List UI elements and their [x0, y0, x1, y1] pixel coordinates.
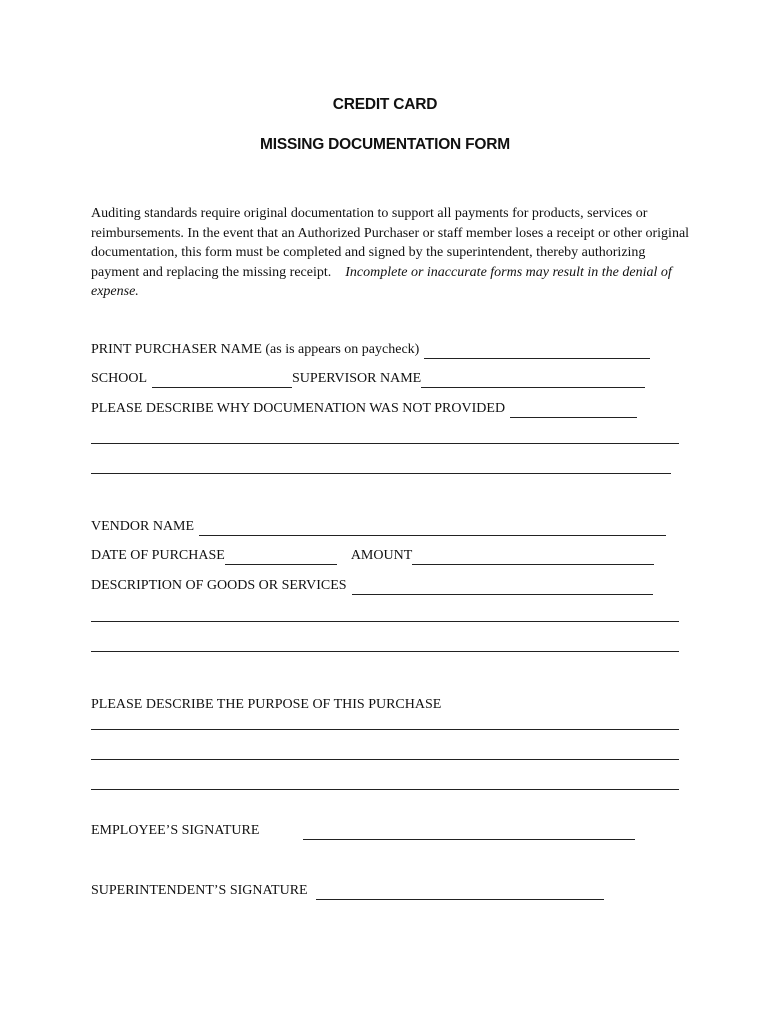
description-line-1[interactable]: [91, 621, 679, 622]
date-field[interactable]: [225, 550, 337, 565]
reason-label: PLEASE DESCRIBE WHY DOCUMENATION WAS NOT PROVIDED: [91, 401, 506, 416]
employee-signature-row: [91, 822, 635, 840]
purchaser-name-row: [91, 341, 650, 359]
reason-field[interactable]: [510, 403, 637, 418]
purpose-line-2[interactable]: [91, 759, 679, 760]
intro-warning: Incomplete or inaccurate forms may result in the denial of expense.: [91, 264, 672, 299]
intro-paragraph: [91, 204, 691, 302]
form-subtitle: MISSING DOCUMENTATION FORM: [260, 136, 510, 153]
amount-field[interactable]: [412, 550, 654, 565]
school-label: SCHOOL: [91, 371, 148, 386]
description-line-2[interactable]: [91, 651, 679, 652]
employee-signature-label: EMPLOYEE’S SIGNATURE: [91, 823, 260, 838]
superintendent-signature-field[interactable]: [316, 885, 604, 900]
date-label: DATE OF PURCHASE: [91, 548, 225, 563]
form-title: CREDIT CARD: [332, 96, 438, 113]
purpose-label: PLEASE DESCRIBE THE PURPOSE OF THIS PURCHASE: [91, 697, 442, 712]
school-field[interactable]: [152, 373, 292, 388]
superintendent-signature-row: [91, 882, 604, 900]
vendor-field[interactable]: [199, 521, 666, 536]
amount-label: AMOUNT: [350, 548, 413, 563]
vendor-label: VENDOR NAME: [91, 519, 195, 534]
superintendent-signature-label: SUPERINTENDENT’S SIGNATURE: [91, 883, 308, 898]
purpose-row: [91, 696, 441, 714]
reason-line-1[interactable]: [91, 443, 679, 444]
purpose-line-3[interactable]: [91, 789, 679, 790]
employee-signature-field[interactable]: [303, 825, 635, 840]
date-amount-row: [91, 547, 654, 565]
description-field[interactable]: [352, 580, 653, 595]
purchaser-name-label: PRINT PURCHASER NAME (as is appears on paycheck): [91, 342, 420, 357]
reason-row: [91, 400, 637, 418]
intro-text: Auditing standards require original documentation to support all payments for products, services or reimbursements. In the event that an Authorized Purchaser or staff member loses a receipt or other original documentation, this form must be completed and signed by the superintendent, thereby authorizing payment and replacing the missing receipt.: [91, 206, 690, 280]
description-label: DESCRIPTION OF GOODS OR SERVICES: [91, 578, 347, 593]
purpose-line-1[interactable]: [91, 729, 679, 730]
supervisor-label: SUPERVISOR NAME: [292, 371, 422, 386]
description-row: [91, 577, 653, 595]
vendor-row: [91, 518, 666, 536]
supervisor-field[interactable]: [421, 373, 645, 388]
reason-line-2[interactable]: [91, 473, 671, 474]
school-supervisor-row: [91, 370, 645, 388]
purchaser-name-field[interactable]: [424, 344, 650, 359]
